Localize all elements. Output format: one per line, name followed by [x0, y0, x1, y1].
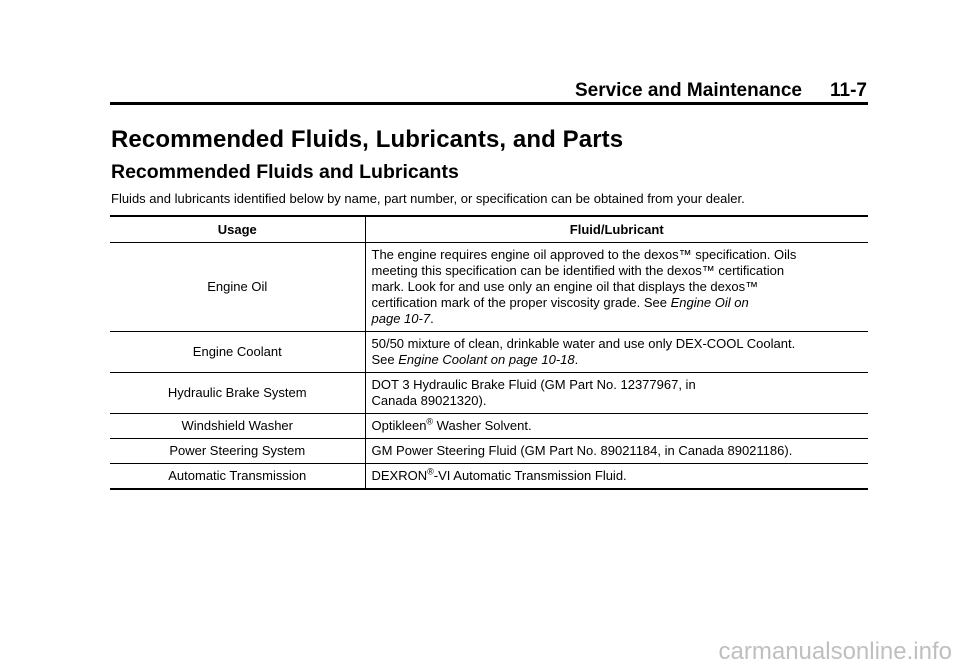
fluid-cell [365, 373, 868, 414]
usage-cell: Windshield Washer [110, 414, 365, 439]
usage-cell: Automatic Transmission [110, 464, 365, 490]
fluids-table [110, 215, 868, 490]
fluid-text: mark. Look for and use only an engine oil that displays the dexos™ [371, 279, 759, 294]
section-title: Service and Maintenance [574, 80, 803, 101]
fluid-text: certification mark of the proper viscosity grade. See [371, 295, 671, 310]
registered-mark: ® [426, 416, 434, 427]
table-row [110, 414, 868, 439]
table-row [110, 464, 868, 490]
fluid-text: The engine requires engine oil approved to the dexos™ specification. Oils [371, 247, 797, 262]
fluid-text: -VI Automatic Transmission Fluid. [433, 468, 627, 483]
fluid-text: See [371, 352, 399, 367]
column-header-usage: Usage [110, 216, 365, 243]
fluid-text: Canada 89021320). [371, 393, 487, 408]
intro-paragraph: Fluids and lubricants identified below by name, part number, or specification can be obtained from your dealer. [111, 191, 745, 206]
table-row [110, 243, 868, 332]
section-subtitle: Recommended Fluids and Lubricants [111, 161, 459, 183]
page-title: Recommended Fluids, Lubricants, and Parts [111, 126, 624, 153]
usage-cell: Power Steering System [110, 439, 365, 464]
page-number: 11-7 [830, 80, 867, 101]
fluid-text: Washer Solvent. [433, 418, 532, 433]
table-row [110, 439, 868, 464]
table-header-row [110, 216, 868, 243]
usage-cell: Engine Coolant [110, 332, 365, 373]
fluid-cell: GM Power Steering Fluid (GM Part No. 89021184, in Canada 89021186). [365, 439, 868, 464]
fluid-text: . [574, 352, 579, 367]
fluid-cell [365, 464, 868, 490]
registered-mark: ® [427, 466, 434, 477]
running-header [110, 80, 867, 104]
fluid-text: meeting this specification can be identified with the dexos™ certification [371, 263, 785, 278]
fluid-cell [365, 243, 868, 332]
usage-cell: Hydraulic Brake System [110, 373, 365, 414]
cross-reference-link[interactable]: Engine Coolant on page 10-18 [398, 352, 575, 367]
table-row [110, 332, 868, 373]
table-row [110, 373, 868, 414]
fluid-text: DOT 3 Hydraulic Brake Fluid (GM Part No. 12377967, in [371, 377, 696, 392]
watermark-text: carmanualsonline.info [718, 638, 952, 665]
column-header-fluid: Fluid/Lubricant [365, 216, 868, 243]
fluid-text: 50/50 mixture of clean, drinkable water and use only DEX-COOL Coolant. [371, 336, 796, 351]
cross-reference-link[interactable]: page 10-7 [371, 311, 431, 326]
header-rule [110, 102, 868, 105]
fluid-cell [365, 414, 868, 439]
brand-name: Optikleen [371, 418, 427, 433]
fluid-cell [365, 332, 868, 373]
cross-reference-link[interactable]: Engine Oil on [670, 295, 749, 310]
fluid-text: . [430, 311, 434, 326]
usage-cell: Engine Oil [110, 243, 365, 332]
brand-name: DEXRON [371, 468, 428, 483]
